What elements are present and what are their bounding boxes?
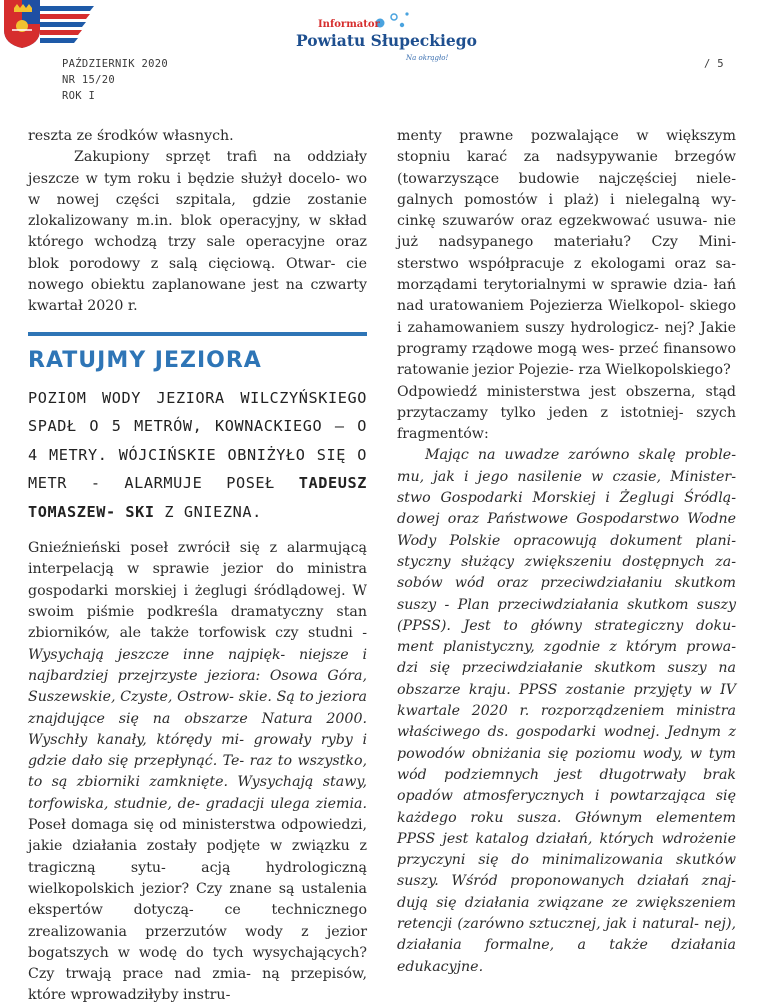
section-title: RATUJMY JEZIORA [28,347,262,373]
issue-year: ROK I [62,90,96,102]
right-paragraph-2: Odpowiedź ministerstwa jest obszerna, stąd przytaczamy tylko jeden z istotniej- szych fragmentów: [397,383,736,443]
body-paragraph [28,538,367,1007]
issue-date: PAŹDZIERNIK 2020 [62,58,168,70]
section-divider [28,332,367,336]
left-column [28,126,367,1007]
body-quote: Wysychają jeszcze inne najpięk- niejsze i najbardziej przejrzyste jeziora: Osowa Góra, Suszewskie, Czyste, Ostrow- skie. Są to jeziora znajdujące się na obszarze Natura 2000. Wyschły kanały, którędy mi- growały ryby i gdzie dało się przepłynąć. Te- raz to wszystko, to są zbiorniki zamknięte. Wysychają stawy, torfowiska, studnie, de- gradacji ulega ziemia. [28,646,367,812]
body-text-c: Poseł domaga się od ministerstwa odpowiedzi, jakie działania zostały podjęte w związku z tragiczną sytu- acją hydrologiczną wielkopolskich jezior? Czy znane są ustalenia ekspertów dotyczą- ce technicznego zrealizowania przerzutów wody z jezior bogatszych w wodę do tych wysychających? Czy trwają prace nad zmia- ną przepisów, które wprowadziłyby instru- [28,817,367,1004]
issue-number: NR 15/20 [62,74,115,86]
logo-main-text: Powiatu Słupeckiego [296,31,477,50]
lead-author: TADEUSZ TOMASZEW- SKI [28,474,367,521]
flag-stripes-icon [40,4,96,48]
logo-tagline: Na okrągło! [406,54,449,62]
body-text-a: Gnieźnieński poseł zwrócił się z alarmującą interpelacją w sprawie jezior do ministra gospodarki morskiej i żeglugi śródlądowej. W swoim piśmie podkreśla dramatyczny stan zbiorników, ale także torfowisk czy studni - [28,540,367,642]
logo-small-text: Informator [318,19,380,30]
lead-text-a: POZIOM WODY JEZIORA WILCZYŃSKIEGO SPADŁ O 5 METRÓW, KOWNACKIEGO – O 4 METRY. WÓJCIŃSKIE OBNIŻYŁO SIĘ O METR - ALARMUJE POSEŁ [28,388,367,493]
lead-text-c: Z GNIEZNA. [154,502,262,521]
right-column [397,126,736,978]
ministry-quote: Mając na uwadze zarówno skalę proble- mu, jak i jego nasilenie w czasie, Minister- stwo Gospodarki Morskiej i Żeglugi Śródlą- dowej oraz Państwowe Gospodarstwo Wodne Wody Polskie opracowują dokument plani- styczny służący zwiększeniu dostępnych za- sobów wód oraz przeciwdziałaniu skutkom suszy - Plan przeciwdziałania skutkom suszy (PPSS). Jest to główny strategiczny doku- ment planistyczny, zgodnie z którym prowa- dzi się przeciwdziałanie skutkom suszy na obszarze kraju. PPSS zostanie przyjęty w IV kwartale 2020 r. rozporządzeniem ministra właściwego ds. gospodarki wodnej. Jednym z powodów obniżania się poziomu wody, w tym wód podziemnych jest długotrwały brak opadów atmosferycznych i powtarzająca się każdego roku susza. Głównym elementem PPSS jest katalog działań, których wdrożenie przyczyni się do minimalizowania skutków suszy. Wśród proponowanych działań znaj- dują się działania związane ze zwiększeniem retencji (zarówno sztucznej, jak i natural- nej), działania formalne, a także działania edukacyjne. [397,447,736,975]
coat-of-arms-icon [2,0,42,48]
page-number: / 5 [704,58,724,70]
header [0,0,768,120]
issue-meta [62,56,168,104]
right-paragraph-1: menty prawne pozwalające w większym stopniu karać za nadsypywanie brzegów (towarzyszące budowie najczęściej niele- galnych pomostów i plaż) i nielegalną wy- cinkę szuwarów oraz egzekwować usuwa- nie już nadsypanego materiału? Czy Mini- sterstwo współpracuje z ekologami oraz sa- morządami terytorialnymi w sprawie dzia- łań nad uratowaniem Pojezierza Wielkopol- skiego i zahamowaniem suszy hydrologicz- nej? Jakie programy rządowe mogą wes- przeć finansowo ratowanie jezior Pojezie- rza Wielkopolskiego? [397,128,736,379]
publication-logo [290,8,490,68]
left-paragraph-1: reszta ze środków własnych. [28,128,234,144]
left-paragraph-2: Zakupiony sprzęt trafi na oddziały jeszcze w tym roku i będzie służył docelo- wo w nowej części szpitala, gdzie zostanie zlokalizowany m.in. blok operacyjny, w skład którego wchodzą trzy sale operacyjne oraz blok porodowy z salą cięciową. Otwar- cie nowego obiektu zaplanowane jest na czwarty kwartał 2020 r. [28,149,367,315]
lead-paragraph [28,384,367,527]
